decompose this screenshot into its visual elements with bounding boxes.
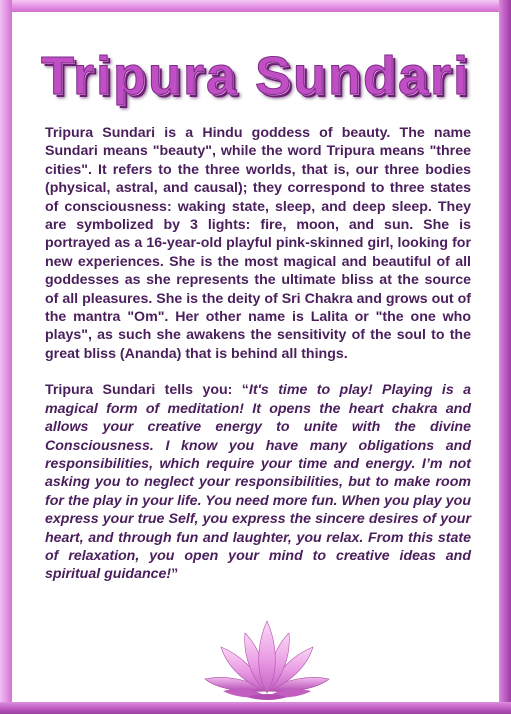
frame-border-bottom <box>0 702 511 714</box>
message-paragraph <box>45 381 471 583</box>
frame-border-left <box>0 0 12 714</box>
description-paragraph: Tripura Sundari is a Hindu goddess of beauty. The name Sundari means "beauty", while the word Tripura means "three cities". It refers to the three worlds, that is, our three bodies (physical, astral, and causal); they correspond to three states of consciousness: waking state, sleep, and deep sleep. They are symbolized by 3 lights: fire, moon, and sun. She is portrayed as a 16-year-old playful pink-skinned girl, looking for new experiences. She is the most magical and beautiful of all goddesses as she represents the ultimate bliss at the source of all pleasures. She is the deity of Sri Chakra and grows out of the mantra "Om". Her other name is Lalita or "the one who plays", as such she awakens the sensitivity of the soul to the great bliss (Ananda) that is behind all things. <box>45 125 471 362</box>
frame-border-right <box>499 0 511 714</box>
frame-border-top <box>0 0 511 12</box>
message-intro: Tripura Sundari tells you: “ <box>45 382 249 399</box>
lotus-flower-icon <box>203 617 331 701</box>
message-close-quote: ” <box>171 566 179 583</box>
message-quote: It's time to play! Playing is a magical form of meditation! It opens the heart chakra and allows your creative energy to unite with the divine Consciousness. I know you have many obligations and responsibilities, which require your time and energy. I’m not asking you to neglect your responsibilities, but to make room for the play in your life. You need more fun. When you play you express your true Self, you express the sincere desires of your heart, and through fun and laughter, you relax. From this state of relaxation, you open your mind to creative ideas and spiritual guidance! <box>45 382 471 583</box>
card-body <box>45 124 471 584</box>
page-title: Tripura Sundari <box>40 46 471 106</box>
